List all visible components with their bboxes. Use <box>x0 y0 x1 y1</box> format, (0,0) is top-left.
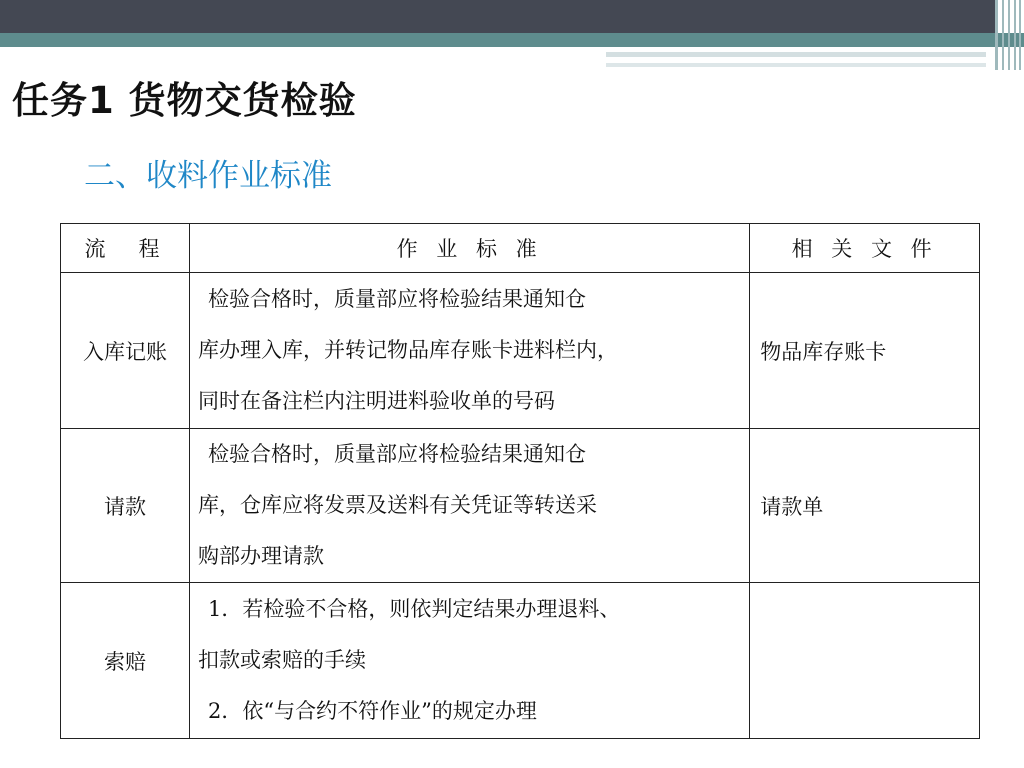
header-bar-dark <box>0 0 995 33</box>
decor-vertical-line <box>1014 0 1016 70</box>
table-row <box>61 429 980 583</box>
standard-line: 库办理入库，并转记物品库存账卡进料栏内， <box>197 338 618 362</box>
receiving-standard-table <box>60 223 980 739</box>
standard-line: 检验合格时，质量部应将检验结果通知仓 <box>207 287 586 311</box>
standard-line: 2．依“与合约不符作业”的规定办理 <box>207 699 537 723</box>
process-cell: 索赔 <box>61 583 190 739</box>
standard-line: 扣款或索赔的手续 <box>197 648 366 672</box>
header-documents: 相 关 文 件 <box>750 224 980 273</box>
process-cell: 请款 <box>61 429 190 583</box>
header-process: 流 程 <box>61 224 190 273</box>
document-cell: 物品库存账卡 <box>750 273 980 429</box>
standard-cell <box>189 273 749 429</box>
decor-vertical-line <box>1002 0 1004 70</box>
table-row <box>61 583 980 739</box>
table-header-row <box>61 224 980 273</box>
standard-line: 同时在备注栏内注明进料验收单的号码 <box>197 389 555 413</box>
header-standard: 作 业 标 准 <box>189 224 749 273</box>
process-cell: 入库记账 <box>61 273 190 429</box>
header-line-light-2 <box>606 63 986 67</box>
decor-vertical-line <box>1019 0 1021 70</box>
decor-vertical-line <box>1008 0 1010 70</box>
header-line-light <box>606 52 986 57</box>
standard-line: 购部办理请款 <box>197 544 324 568</box>
slide-title: 任务1 货物交货检验 <box>12 79 357 122</box>
table-row <box>61 273 980 429</box>
header-bar-teal <box>0 33 1024 47</box>
document-cell <box>750 583 980 739</box>
standard-line: 检验合格时，质量部应将检验结果通知仓 <box>207 442 586 466</box>
standard-cell <box>189 429 749 583</box>
slide-subtitle: 二、收料作业标准 <box>84 158 332 194</box>
decor-vertical-line <box>995 0 998 70</box>
document-cell: 请款单 <box>750 429 980 583</box>
standard-line: 1．若检验不合格，则依判定结果办理退料、 <box>207 597 621 621</box>
standard-line: 库，仓库应将发票及送料有关凭证等转送采 <box>197 493 597 517</box>
standard-cell <box>189 583 749 739</box>
